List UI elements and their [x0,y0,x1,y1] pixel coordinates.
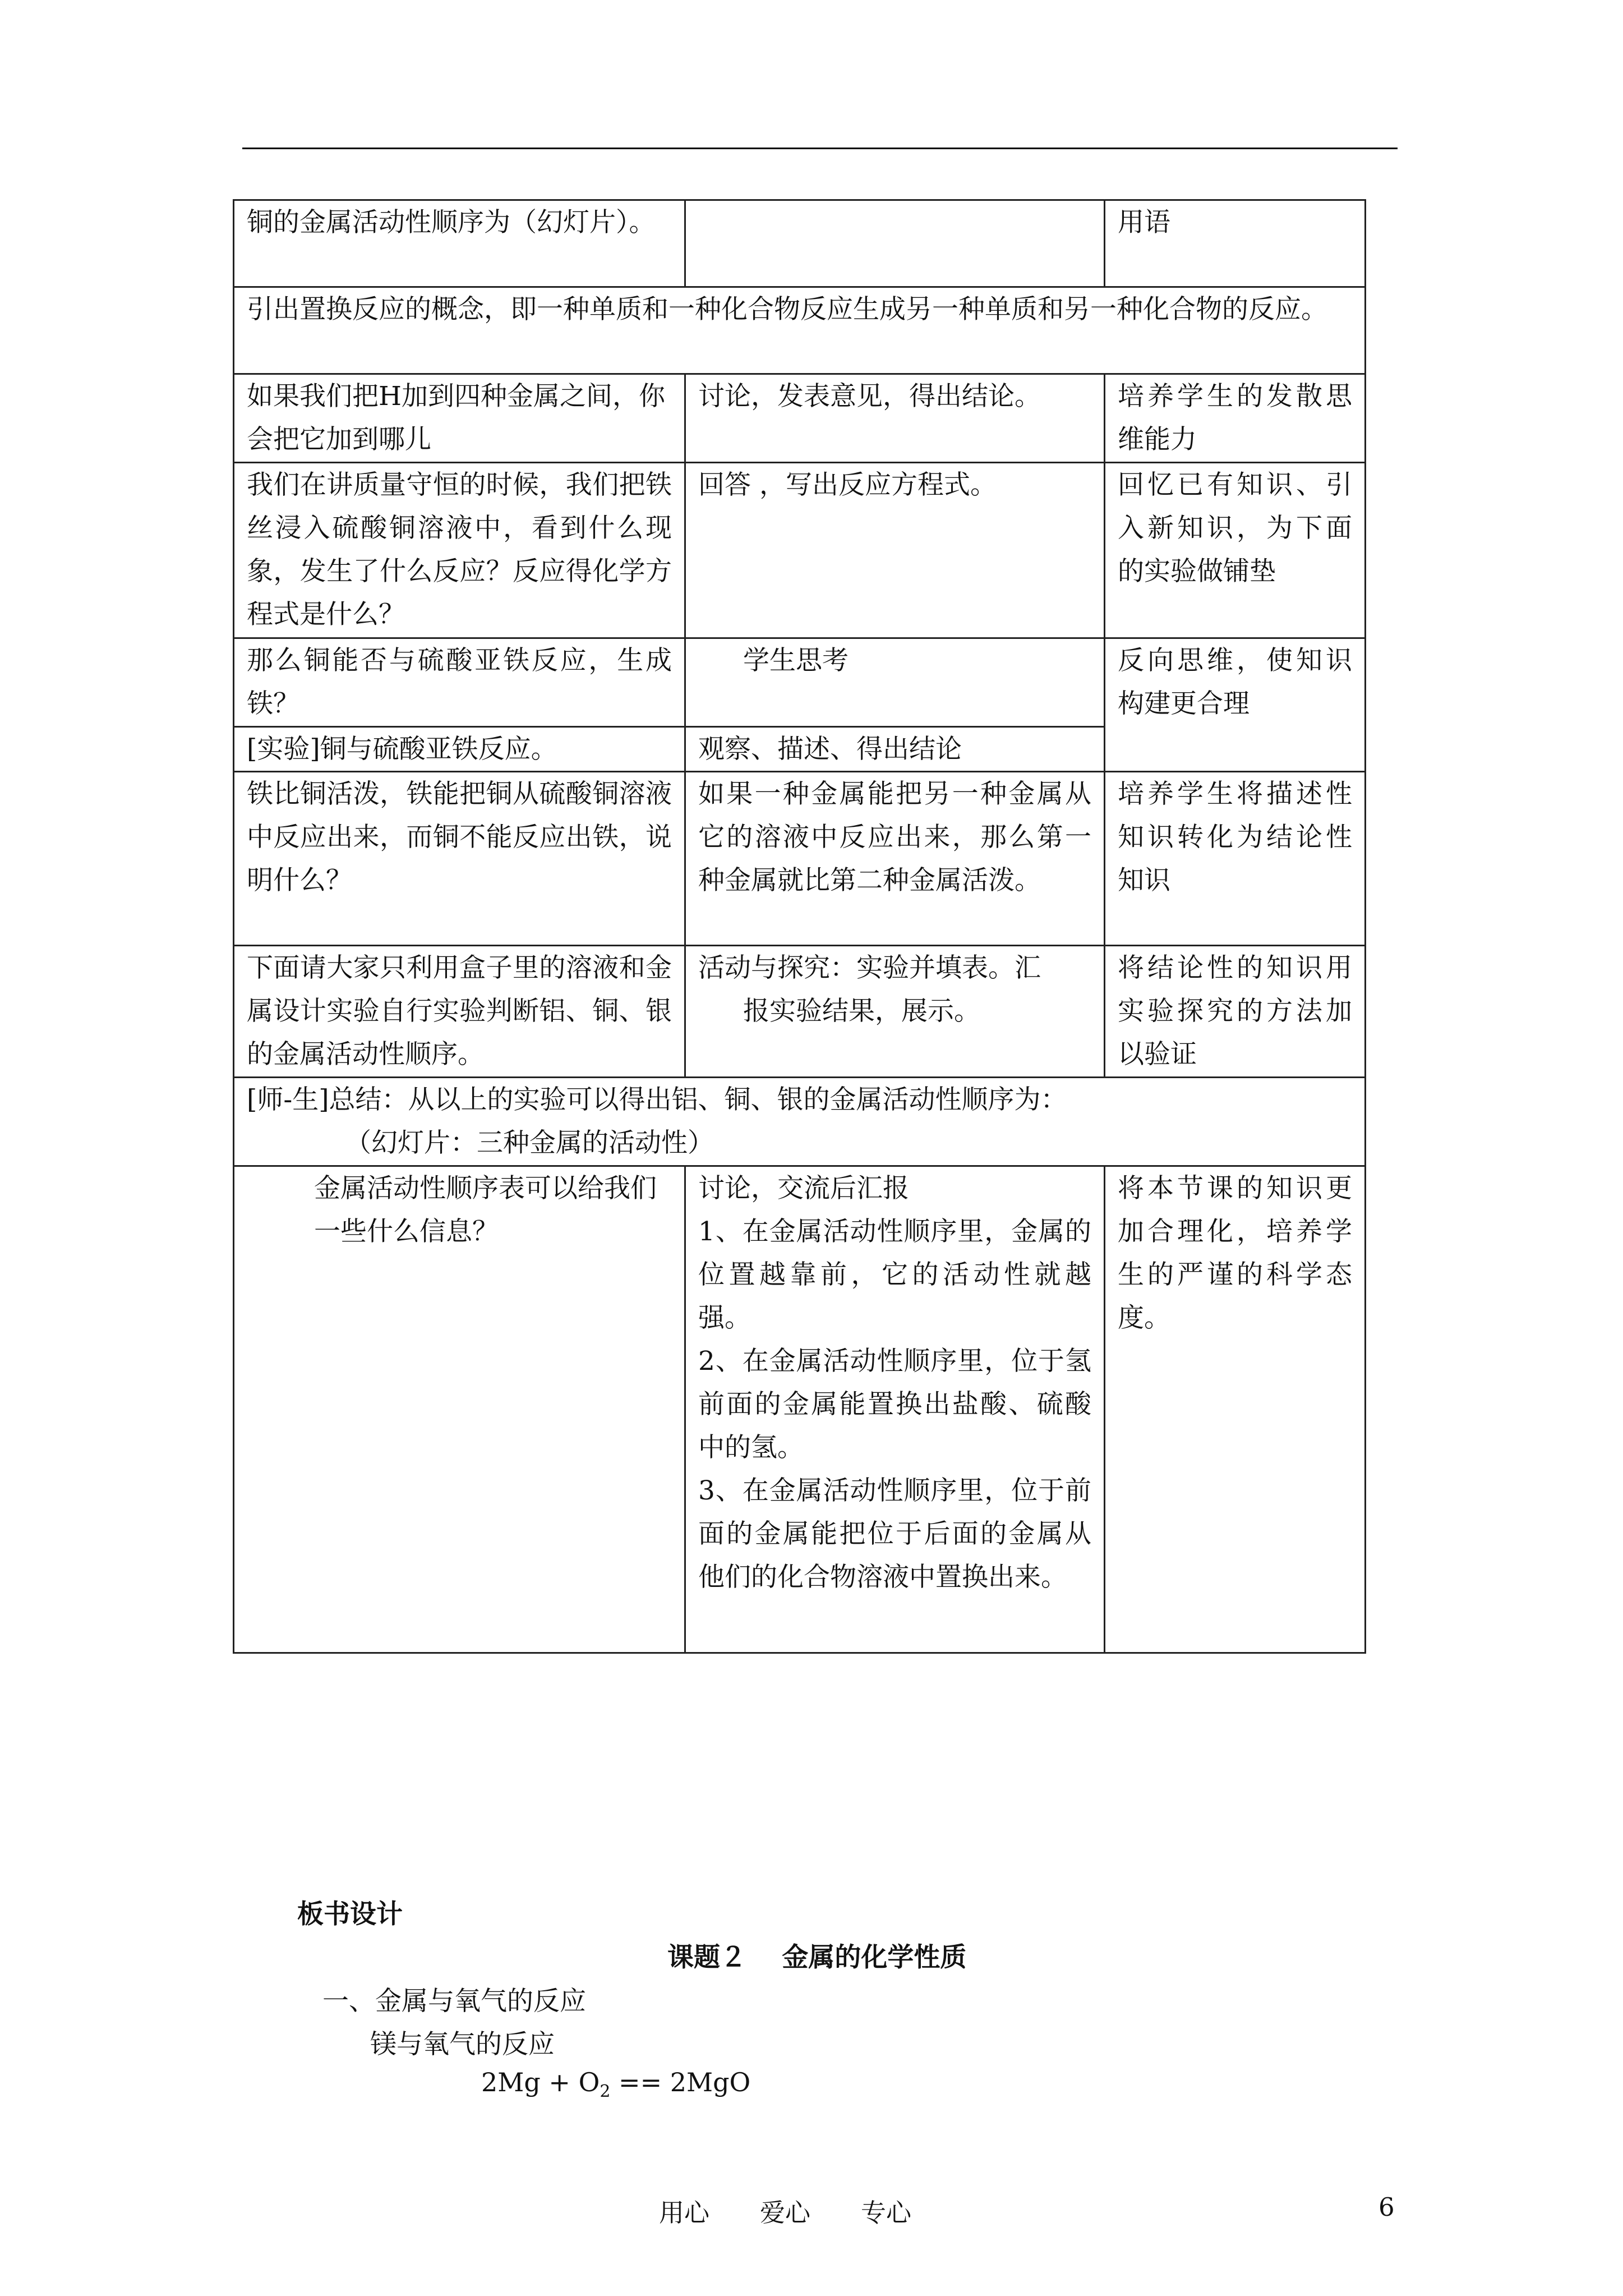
table-row [234,638,1366,727]
design-intent-cell: 将本节课的知识更加合理化，培养学生的严谨的科学态度。 [1105,1166,1366,1653]
table-row [234,200,1366,287]
student-activity-cell [685,1166,1105,1653]
equation-left: 2Mg + O [481,2067,600,2097]
span-cell: 引出置换反应的概念，即一种单质和一种化合物反应生成另一种单质和另一种化合物的反应。 [234,287,1366,374]
student-activity-cell: 回答 ，写出反应方程式。 [685,463,1105,638]
section-heading: 一、金属与氧气的反应 [322,1986,586,2017]
design-intent-cell: 将结论性的知识用实验探究的方法加以验证 [1105,946,1366,1078]
header-rule [242,148,1398,149]
teacher-activity-cell: 下面请大家只利用盒子里的溶液和金属设计实验自行实验判断铝、铜、银的金属活动性顺序。 [234,946,685,1078]
equation-subscript: 2 [600,2082,611,2102]
board-design-heading: 板书设计 [297,1899,403,1930]
footer-motto: 用心 爱心 专心 [659,2198,912,2228]
page-number: 6 [1378,2192,1395,2222]
design-intent-cell: 反向思维，使知识构建更合理 [1105,638,1366,772]
student-activity-cell [685,638,1105,727]
table-row [234,1078,1366,1166]
student-think-text: 学生思考 [743,645,849,676]
conclusion-item: 2、在金属活动性顺序里，位于氢前面的金属能置换出盐酸、硫酸中的氢。 [698,1346,1091,1463]
student-activity-cell [685,946,1105,1078]
design-intent-cell: 培养学生将描述性知识转化为结论性知识 [1105,772,1366,946]
student-activity-cell [685,200,1105,287]
table-row [234,772,1366,946]
lesson-name: 金属的化学性质 [782,1942,967,1973]
table-row [234,287,1366,374]
table-row [234,374,1366,463]
table-row [234,946,1366,1078]
chemical-equation [481,2067,750,2101]
table-row [234,463,1366,638]
equation-right: == 2MgO [610,2067,751,2097]
student-activity-line: 报实验结果，展示。 [743,996,980,1027]
teacher-question: 金属活动性顺序表可以给我们一些什么信息？ [314,1173,657,1247]
student-activity-cell: 讨论，发表意见，得出结论。 [685,374,1105,463]
student-activity-cell: 观察、描述、得出结论 [685,727,1105,772]
design-intent-cell: 用语 [1105,200,1366,287]
design-intent-cell: 回忆已有知识、引入新知识，为下面的实验做铺垫 [1105,463,1366,638]
teacher-activity-cell: 那么铜能否与硫酸亚铁反应，生成铁？ [234,638,685,727]
conclusion-item: 1、在金属活动性顺序里，金属的位置越靠前，它的活动性就越强。 [698,1216,1091,1333]
lesson-plan-table [233,199,1366,1654]
teacher-activity-cell [234,1166,685,1653]
table-row [234,1166,1366,1653]
teacher-activity-cell: 铜的金属活动性顺序为（幻灯片）。 [234,200,685,287]
lesson-title [667,1936,966,1974]
summary-cell [234,1078,1366,1166]
teacher-activity-cell: 铁比铜活泼，铁能把铜从硫酸铜溶液中反应出来，而铜不能反应出铁，说明什么？ [234,772,685,946]
summary-line: [师-生]总结：从以上的实验可以得出铝、铜、银的金属活动性顺序为： [247,1084,1067,1115]
student-activity-cell: 如果一种金属能把另一种金属从它的溶液中反应出来，那么第一种金属就比第二种金属活泼。 [685,772,1105,946]
student-activity-line: 活动与探究：实验并填表。汇 [698,953,1041,983]
conclusion-item: 3、在金属活动性顺序里，位于前面的金属能把位于后面的金属从他们的化合物溶液中置换出来。 [698,1475,1091,1593]
subsection-heading: 镁与氧气的反应 [370,2029,555,2060]
teacher-activity-cell: 如果我们把H加到四种金属之间，你会把它加到哪儿 [234,374,685,463]
student-discussion-head: 讨论，交流后汇报 [698,1173,909,1204]
design-intent-cell: 培养学生的发散思维能力 [1105,374,1366,463]
teacher-activity-cell: 我们在讲质量守恒的时候，我们把铁丝浸入硫酸铜溶液中，看到什么现象，发生了什么反应？反应得化学方程式是什么？ [234,463,685,638]
lesson-number: 课题２ [667,1942,746,1973]
teacher-activity-cell: [实验]铜与硫酸亚铁反应。 [234,727,685,772]
summary-line: （幻灯片：三种金属的活动性） [345,1128,714,1158]
